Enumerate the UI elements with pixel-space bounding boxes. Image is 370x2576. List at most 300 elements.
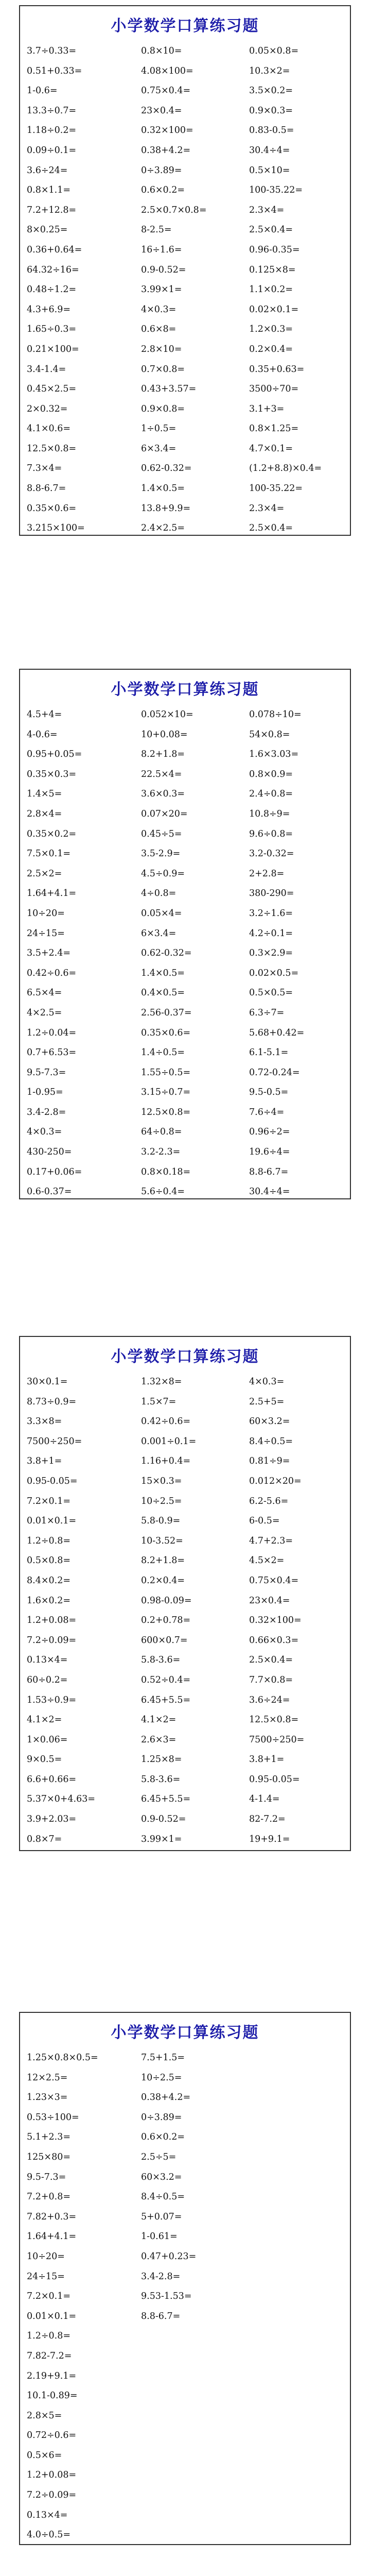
problem-grid	[20, 705, 350, 1202]
arithmetic-problem: 30.4÷4=	[249, 145, 290, 156]
arithmetic-problem: 9.5-7.3=	[27, 1067, 66, 1078]
arithmetic-problem: 0.53÷100=	[27, 2112, 79, 2123]
arithmetic-problem: 6.45+5.5=	[141, 1694, 191, 1705]
arithmetic-problem: 2.4×2.5=	[141, 523, 185, 534]
arithmetic-problem: 4.08×100=	[141, 65, 193, 76]
arithmetic-problem: 380-290=	[249, 888, 294, 899]
arithmetic-problem: 4.1×0.6=	[27, 423, 71, 434]
arithmetic-problem: 1.64+4.1=	[27, 888, 77, 899]
arithmetic-problem: 0.95-0.05=	[27, 1476, 78, 1486]
arithmetic-problem: 2.8×10=	[141, 344, 182, 354]
arithmetic-problem: 10.1-0.89=	[27, 2391, 78, 2401]
arithmetic-problem: 10÷2.5=	[141, 1496, 182, 1506]
arithmetic-problem: 7.5×0.1=	[27, 849, 71, 859]
arithmetic-problem: 1.1×0.2=	[249, 284, 293, 295]
arithmetic-problem: 23×0.4=	[141, 105, 182, 116]
arithmetic-problem: 0.125×8=	[249, 264, 296, 275]
arithmetic-problem: 1.65÷0.3=	[27, 324, 77, 335]
arithmetic-problem: 4.2÷0.1=	[249, 928, 293, 939]
arithmetic-problem: 2.8×4=	[27, 808, 62, 819]
arithmetic-problem: 7.2×0.1=	[27, 1496, 71, 1506]
arithmetic-problem: 12.5×0.8=	[249, 1715, 299, 1725]
arithmetic-problem: 4.1×2=	[27, 1715, 62, 1725]
arithmetic-problem: 5.68+0.42=	[249, 1027, 305, 1038]
empty-cell	[249, 2286, 355, 2307]
arithmetic-problem: 12.5×0.8=	[141, 1107, 191, 1117]
arithmetic-problem: 4.5÷0.9=	[141, 868, 185, 879]
arithmetic-problem: 10÷20=	[27, 908, 65, 919]
arithmetic-problem: 4-1.4=	[249, 1794, 280, 1805]
arithmetic-problem: 4×0.3=	[27, 1127, 62, 1138]
arithmetic-problem: 0.09÷0.1=	[27, 145, 77, 156]
arithmetic-problem: 2.8×5=	[27, 2410, 62, 2421]
arithmetic-problem: 0.01×0.1=	[27, 2311, 77, 2321]
arithmetic-problem: 0.38+4.2=	[141, 145, 191, 156]
empty-cell	[249, 2366, 355, 2386]
empty-cell	[249, 2108, 355, 2128]
arithmetic-problem: 7.5+1.5=	[141, 2053, 185, 2063]
arithmetic-problem: 0.5×6=	[27, 2450, 62, 2461]
arithmetic-problem: 23×0.4=	[249, 1595, 290, 1606]
arithmetic-problem: 9.5-0.5=	[249, 1087, 289, 1098]
arithmetic-problem: 0.48÷1.2=	[27, 284, 77, 295]
arithmetic-problem: 1.2×0.3=	[249, 324, 293, 335]
arithmetic-problem: 0.001÷0.1=	[141, 1436, 197, 1447]
arithmetic-problem: 7500÷250=	[27, 1436, 82, 1447]
arithmetic-problem: 8.8-6.7=	[141, 2311, 181, 2321]
empty-cell	[249, 2207, 355, 2227]
arithmetic-problem: 7.82+0.3=	[27, 2211, 77, 2222]
arithmetic-problem: 60×3.2=	[249, 1416, 290, 1427]
arithmetic-problem: 19.6÷4=	[249, 1147, 290, 1158]
arithmetic-problem: 9.5-7.3=	[27, 2172, 66, 2182]
arithmetic-problem: 8-2.5=	[141, 225, 172, 235]
arithmetic-problem: 8.4÷0.5=	[249, 1436, 293, 1447]
arithmetic-problem: 3.5×0.2=	[249, 86, 293, 96]
arithmetic-problem: 0.95+0.05=	[27, 749, 82, 760]
arithmetic-problem: 0.66×0.3=	[249, 1635, 299, 1646]
arithmetic-problem: 6.3÷7=	[249, 1007, 285, 1018]
arithmetic-problem: 0.8×10=	[141, 46, 182, 56]
arithmetic-problem: 0.35+0.63=	[249, 364, 305, 375]
empty-cell	[249, 2127, 355, 2147]
arithmetic-problem: 0.07×20=	[141, 808, 188, 819]
arithmetic-problem: 0.38+4.2=	[141, 2092, 191, 2103]
arithmetic-problem: 1.4×0.5=	[141, 968, 185, 978]
arithmetic-problem: 0.2×0.4=	[141, 1575, 185, 1586]
empty-cell	[141, 2525, 249, 2545]
arithmetic-problem: 2.5×0.4=	[249, 1655, 293, 1666]
arithmetic-problem: 0.83-0.5=	[249, 125, 294, 136]
arithmetic-problem: 0.96÷2=	[249, 1127, 290, 1138]
arithmetic-problem: 24÷15=	[27, 928, 65, 939]
empty-cell	[249, 2247, 355, 2267]
arithmetic-problem: 1.4÷0.5=	[141, 1047, 185, 1058]
problem-grid	[20, 2048, 350, 2545]
arithmetic-problem: 5+0.07=	[141, 2211, 182, 2222]
arithmetic-problem: 0.35×0.2=	[27, 828, 77, 839]
arithmetic-problem: 8.4÷0.5=	[141, 2192, 185, 2202]
arithmetic-problem: 0.98-0.09=	[141, 1595, 192, 1606]
arithmetic-problem: 0.6×0.2=	[141, 185, 185, 196]
arithmetic-problem: 3.9+2.03=	[27, 1814, 77, 1825]
arithmetic-problem: 0.6×8=	[141, 324, 177, 335]
arithmetic-problem: 1÷0.5=	[141, 423, 177, 434]
arithmetic-problem: 82-7.2=	[249, 1814, 286, 1825]
arithmetic-problem: 4×2.5=	[27, 1007, 62, 1018]
arithmetic-problem: 8×0.25=	[27, 225, 68, 235]
arithmetic-problem: 100-35.22=	[249, 185, 303, 196]
arithmetic-problem: 0.52÷0.4=	[141, 1674, 191, 1685]
arithmetic-problem: 0.36+0.64=	[27, 244, 82, 255]
empty-cell	[249, 2167, 355, 2188]
arithmetic-problem: 1.53÷0.9=	[27, 1694, 77, 1705]
arithmetic-problem: 2.5÷5=	[141, 2151, 177, 2162]
arithmetic-problem: 2+2.8=	[249, 868, 285, 879]
worksheet-title: 小学数学口算练习题	[111, 1348, 259, 1366]
arithmetic-problem: 1.25×8=	[141, 1754, 182, 1765]
arithmetic-problem: 0.95-0.05=	[249, 1774, 300, 1785]
empty-cell	[249, 2346, 355, 2366]
empty-cell	[141, 2446, 249, 2466]
arithmetic-problem: 3.6÷24=	[249, 1694, 290, 1705]
arithmetic-problem: 0.8×1.25=	[249, 423, 299, 434]
worksheet-title: 小学数学口算练习题	[111, 681, 259, 699]
empty-cell	[249, 2307, 355, 2327]
arithmetic-problem: 1.23×3=	[27, 2092, 68, 2103]
arithmetic-problem: 10+0.08=	[141, 729, 188, 740]
empty-cell	[141, 2366, 249, 2386]
empty-cell	[249, 2227, 355, 2247]
arithmetic-problem: 1.2÷0.8=	[27, 1535, 71, 1546]
arithmetic-problem: 0.13×4=	[27, 1655, 68, 1666]
empty-cell	[141, 2326, 249, 2346]
problem-grid	[20, 41, 350, 538]
empty-cell	[249, 2465, 355, 2485]
arithmetic-problem: 0.8×0.18=	[141, 1166, 191, 1177]
arithmetic-problem: 7.2+0.8=	[27, 2192, 71, 2202]
empty-cell	[249, 2446, 355, 2466]
arithmetic-problem: 2.6×3=	[141, 1734, 177, 1745]
arithmetic-problem: 3.2-2.3=	[141, 1147, 181, 1158]
arithmetic-problem: 3500÷70=	[249, 384, 299, 395]
arithmetic-problem: 2.5×0.4=	[249, 523, 293, 534]
arithmetic-problem: 0.2×0.4=	[249, 344, 293, 354]
arithmetic-problem: 6×3.4=	[141, 928, 177, 939]
arithmetic-problem: 1.2+0.08=	[27, 2470, 77, 2481]
arithmetic-problem: 3.7÷0.33=	[27, 46, 77, 56]
arithmetic-problem: 0.35×0.6=	[141, 1027, 191, 1038]
arithmetic-problem: 0.8×1.1=	[27, 185, 71, 196]
arithmetic-problem: 0.02×0.1=	[249, 304, 299, 315]
arithmetic-problem: 0.7+6.53=	[27, 1047, 77, 1058]
arithmetic-problem: 1.18÷0.2=	[27, 125, 77, 136]
arithmetic-problem: 8.2+1.8=	[141, 1555, 185, 1566]
arithmetic-problem: 2.5×0.4=	[249, 225, 293, 235]
arithmetic-problem: 8.8-6.7=	[249, 1166, 289, 1177]
empty-cell	[141, 2505, 249, 2526]
arithmetic-problem: 4.5+4=	[27, 709, 62, 720]
empty-cell	[249, 2525, 355, 2545]
arithmetic-problem: 3.1+3=	[249, 403, 285, 414]
arithmetic-problem: 1.4×5=	[27, 789, 62, 800]
arithmetic-problem: 0.5×0.8=	[27, 1555, 71, 1566]
arithmetic-problem: 0.72-0.24=	[249, 1067, 300, 1078]
empty-cell	[249, 2048, 355, 2068]
arithmetic-problem: 10.3×2=	[249, 65, 290, 76]
arithmetic-problem: 0.13×4=	[27, 2510, 68, 2520]
arithmetic-problem: 8.2+1.8=	[141, 749, 185, 760]
empty-cell	[249, 2088, 355, 2108]
arithmetic-problem: 54×0.8=	[249, 729, 290, 740]
empty-cell	[249, 2326, 355, 2346]
arithmetic-problem: 0.45÷5=	[141, 828, 182, 839]
arithmetic-problem: 2.5×2=	[27, 868, 62, 879]
arithmetic-problem: 0.42÷0.6=	[27, 968, 77, 978]
arithmetic-problem: 4.7×0.1=	[249, 443, 293, 454]
arithmetic-problem: 5.8-3.6=	[141, 1774, 181, 1785]
arithmetic-problem: 12×2.5=	[27, 2072, 68, 2083]
arithmetic-problem: 0.9×0.3=	[249, 105, 293, 116]
arithmetic-problem: 22.5×4=	[141, 769, 182, 779]
empty-cell	[249, 2406, 355, 2426]
arithmetic-problem: 3.4-2.8=	[27, 1107, 66, 1117]
worksheet-title: 小学数学口算练习题	[111, 2024, 259, 2042]
arithmetic-problem: 0.7×0.8=	[141, 364, 185, 375]
arithmetic-problem: 9.6÷0.8=	[249, 828, 293, 839]
arithmetic-problem: 4.5×2=	[249, 1555, 285, 1566]
arithmetic-problem: 3.6×0.3=	[141, 789, 185, 800]
arithmetic-problem: 3.4-1.4=	[27, 364, 66, 375]
arithmetic-problem: 7.2÷0.09=	[27, 2490, 77, 2501]
empty-cell	[141, 2346, 249, 2366]
arithmetic-problem: 3.8+1=	[249, 1754, 285, 1765]
arithmetic-problem: 0.5×10=	[249, 165, 290, 176]
arithmetic-problem: 4-0.6=	[27, 729, 58, 740]
arithmetic-problem: 2.5+5=	[249, 1396, 285, 1407]
empty-cell	[141, 2485, 249, 2505]
arithmetic-problem: 0.47+0.23=	[141, 2251, 197, 2262]
arithmetic-problem: 3.2÷1.6=	[249, 908, 293, 919]
arithmetic-problem: 30×0.1=	[27, 1377, 68, 1387]
arithmetic-problem: 1.2÷0.04=	[27, 1027, 77, 1038]
arithmetic-problem: 0.9-0.52=	[141, 264, 186, 275]
arithmetic-problem: 4.3+6.9=	[27, 304, 71, 315]
arithmetic-problem: 1.5×7=	[141, 1396, 177, 1407]
arithmetic-problem: 600×0.7=	[141, 1635, 188, 1646]
arithmetic-problem: 64÷0.8=	[141, 1127, 182, 1138]
arithmetic-problem: 0.6×0.2=	[141, 2132, 185, 2143]
arithmetic-problem: 0.75×0.4=	[141, 86, 191, 96]
arithmetic-problem: 5.1+2.3=	[27, 2132, 71, 2143]
arithmetic-problem: 125×80=	[27, 2151, 71, 2162]
arithmetic-problem: 0.51+0.33=	[27, 65, 82, 76]
arithmetic-problem: 0.052×10=	[141, 709, 193, 720]
arithmetic-problem: 1.32×8=	[141, 1377, 182, 1387]
empty-cell	[249, 2147, 355, 2167]
arithmetic-problem: 5.6÷0.4=	[141, 1187, 185, 1197]
arithmetic-problem: 2.5×0.7×0.8=	[141, 205, 207, 215]
arithmetic-problem: 3.5+2.4=	[27, 948, 71, 959]
arithmetic-problem: 0.72÷0.6=	[27, 2430, 77, 2441]
arithmetic-problem: 0.35×0.3=	[27, 769, 77, 779]
arithmetic-problem: 0.012×20=	[249, 1476, 302, 1486]
arithmetic-problem: 15×0.3=	[141, 1476, 182, 1486]
empty-cell	[141, 2426, 249, 2446]
empty-cell	[141, 2465, 249, 2485]
arithmetic-problem: 3.2-0.32=	[249, 849, 294, 859]
arithmetic-problem: 7.82-7.2=	[27, 2350, 72, 2361]
arithmetic-problem: 0.21×100=	[27, 344, 79, 354]
empty-cell	[249, 2068, 355, 2088]
arithmetic-problem: 0.2+0.78=	[141, 1615, 191, 1626]
arithmetic-problem: 0.02×0.5=	[249, 968, 299, 978]
arithmetic-problem: 1.6×3.03=	[249, 749, 299, 760]
arithmetic-problem: 6.5×4=	[27, 988, 62, 998]
worksheet-2	[19, 669, 351, 1199]
arithmetic-problem: 60×3.2=	[141, 2172, 182, 2182]
arithmetic-problem: 2.4÷0.8=	[249, 789, 293, 800]
arithmetic-problem: 3.4-2.8=	[141, 2271, 181, 2282]
arithmetic-problem: 1.64+4.1=	[27, 2231, 77, 2242]
arithmetic-problem: 0.9×0.8=	[141, 403, 185, 414]
arithmetic-problem: 0.62-0.32=	[141, 463, 192, 474]
arithmetic-problem: 6×3.4=	[141, 443, 177, 454]
arithmetic-problem: 0.75×0.4=	[249, 1575, 299, 1586]
arithmetic-problem: 0.35×0.6=	[27, 503, 77, 514]
arithmetic-problem: 0.43+3.57=	[141, 384, 197, 395]
worksheet-1	[19, 5, 351, 536]
arithmetic-problem: 2.56-0.37=	[141, 1007, 192, 1018]
arithmetic-problem: 13.8+9.9=	[141, 503, 191, 514]
arithmetic-problem: 0.8×7=	[27, 1834, 62, 1844]
arithmetic-problem: 0.45×2.5=	[27, 384, 77, 395]
arithmetic-problem: 3.8+1=	[27, 1456, 62, 1467]
arithmetic-problem: 4.0÷0.5=	[27, 2530, 71, 2540]
arithmetic-problem: 0.42÷0.6=	[141, 1416, 191, 1427]
arithmetic-problem: 0÷3.89=	[141, 165, 182, 176]
arithmetic-problem: 6-0.5=	[249, 1516, 280, 1527]
arithmetic-problem: 1.6×0.2=	[27, 1595, 71, 1606]
arithmetic-problem: 13.3÷0.7=	[27, 105, 77, 116]
empty-cell	[249, 2386, 355, 2406]
arithmetic-problem: 8.8-6.7=	[27, 483, 66, 494]
arithmetic-problem: 1.4×0.5=	[141, 483, 185, 494]
arithmetic-problem: 7.2+12.8=	[27, 205, 77, 215]
arithmetic-problem: 1-0.95=	[27, 1087, 63, 1098]
arithmetic-problem: 0.96-0.35=	[249, 244, 300, 255]
arithmetic-problem: 3.3×8=	[27, 1416, 62, 1427]
arithmetic-problem: 1-0.61=	[141, 2231, 178, 2242]
arithmetic-problem: 4÷0.8=	[141, 888, 177, 899]
arithmetic-problem: 4×0.3=	[249, 1377, 285, 1387]
arithmetic-problem: 7.6÷4=	[249, 1107, 285, 1117]
arithmetic-problem: 1.2+0.08=	[27, 1615, 77, 1626]
arithmetic-problem: 7.2÷0.09=	[27, 1635, 77, 1646]
arithmetic-problem: 1.55÷0.5=	[141, 1067, 191, 1078]
arithmetic-problem: 1.25×0.8×0.5=	[27, 2053, 98, 2063]
arithmetic-problem: 24÷15=	[27, 2271, 65, 2282]
arithmetic-problem: 0.05×4=	[141, 908, 182, 919]
empty-cell	[249, 2485, 355, 2505]
arithmetic-problem: 5.8-0.9=	[141, 1516, 181, 1527]
arithmetic-problem: 6.45+5.5=	[141, 1794, 191, 1805]
arithmetic-problem: 9×0.5=	[27, 1754, 62, 1765]
arithmetic-problem: 0.01×0.1=	[27, 1516, 77, 1527]
worksheet-3	[19, 1336, 351, 1851]
arithmetic-problem: 9.53-1.53=	[141, 2291, 192, 2302]
arithmetic-problem: 430-250=	[27, 1147, 72, 1158]
arithmetic-problem: 0.05×0.8=	[249, 46, 299, 56]
arithmetic-problem: 3.6÷24=	[27, 165, 68, 176]
arithmetic-problem: 0÷3.89=	[141, 2112, 182, 2123]
arithmetic-problem: 10÷2.5=	[141, 2072, 182, 2083]
arithmetic-problem: 12.5×0.8=	[27, 443, 77, 454]
arithmetic-problem: 7500÷250=	[249, 1734, 305, 1745]
arithmetic-problem: 3.15÷0.7=	[141, 1087, 191, 1098]
arithmetic-problem: 0.81÷9=	[249, 1456, 290, 1467]
arithmetic-problem: 0.078÷10=	[249, 709, 302, 720]
arithmetic-problem: 5.8-3.6=	[141, 1655, 181, 1666]
arithmetic-problem: 1.16+0.4=	[141, 1456, 191, 1467]
empty-cell	[141, 2406, 249, 2426]
arithmetic-problem: 0.9-0.52=	[141, 1814, 186, 1825]
arithmetic-problem: 3.99×1=	[141, 284, 182, 295]
arithmetic-problem: 30.4÷4=	[249, 1187, 290, 1197]
arithmetic-problem: 0.32×100=	[249, 1615, 302, 1626]
arithmetic-problem: 100-35.22=	[249, 483, 303, 494]
arithmetic-problem: 2×0.32=	[27, 403, 68, 414]
arithmetic-problem: 1×0.06=	[27, 1734, 68, 1745]
arithmetic-problem: 1.2÷0.8=	[27, 2331, 71, 2342]
arithmetic-problem: 7.7×0.8=	[249, 1674, 293, 1685]
arithmetic-problem: 60÷0.2=	[27, 1674, 68, 1685]
arithmetic-problem: 6.1-5.1=	[249, 1047, 289, 1058]
arithmetic-problem: 10-3.52=	[141, 1535, 183, 1546]
arithmetic-problem: 4.7+2.3=	[249, 1535, 293, 1546]
arithmetic-problem: 6.6+0.66=	[27, 1774, 77, 1785]
empty-cell	[249, 2505, 355, 2526]
arithmetic-problem: 0.3×2.9=	[249, 948, 293, 959]
problem-grid	[20, 1372, 350, 1849]
arithmetic-problem: 10.8÷9=	[249, 808, 290, 819]
arithmetic-problem: 0.8×0.9=	[249, 769, 293, 779]
arithmetic-problem: 8.73÷0.9=	[27, 1396, 77, 1407]
arithmetic-problem: 4.1×2=	[141, 1715, 177, 1725]
arithmetic-problem: 2.3×4=	[249, 205, 285, 215]
arithmetic-problem: 10÷20=	[27, 2251, 65, 2262]
arithmetic-problem: 7.3×4=	[27, 463, 62, 474]
empty-cell	[249, 2187, 355, 2207]
arithmetic-problem: 3.99×1=	[141, 1834, 182, 1844]
arithmetic-problem: 0.5×0.5=	[249, 988, 293, 998]
arithmetic-problem: 0.17+0.06=	[27, 1166, 82, 1177]
arithmetic-problem: 16÷1.6=	[141, 244, 182, 255]
arithmetic-problem: 7.2×0.1=	[27, 2291, 71, 2302]
worksheet-title: 小学数学口算练习题	[111, 17, 259, 35]
arithmetic-problem: (1.2+8.8)×0.4=	[249, 463, 322, 474]
arithmetic-problem: 64.32÷16=	[27, 264, 79, 275]
arithmetic-problem: 8.4×0.2=	[27, 1575, 71, 1586]
arithmetic-problem: 1-0.6=	[27, 86, 58, 96]
arithmetic-problem: 19+9.1=	[249, 1834, 290, 1844]
arithmetic-problem: 5.37×0+4.63=	[27, 1794, 96, 1805]
empty-cell	[249, 2426, 355, 2446]
arithmetic-problem: 0.62-0.32=	[141, 948, 192, 959]
arithmetic-problem: 0.6-0.37=	[27, 1187, 72, 1197]
arithmetic-problem: 3.5-2.9=	[141, 849, 181, 859]
arithmetic-problem: 0.32×100=	[141, 125, 193, 136]
